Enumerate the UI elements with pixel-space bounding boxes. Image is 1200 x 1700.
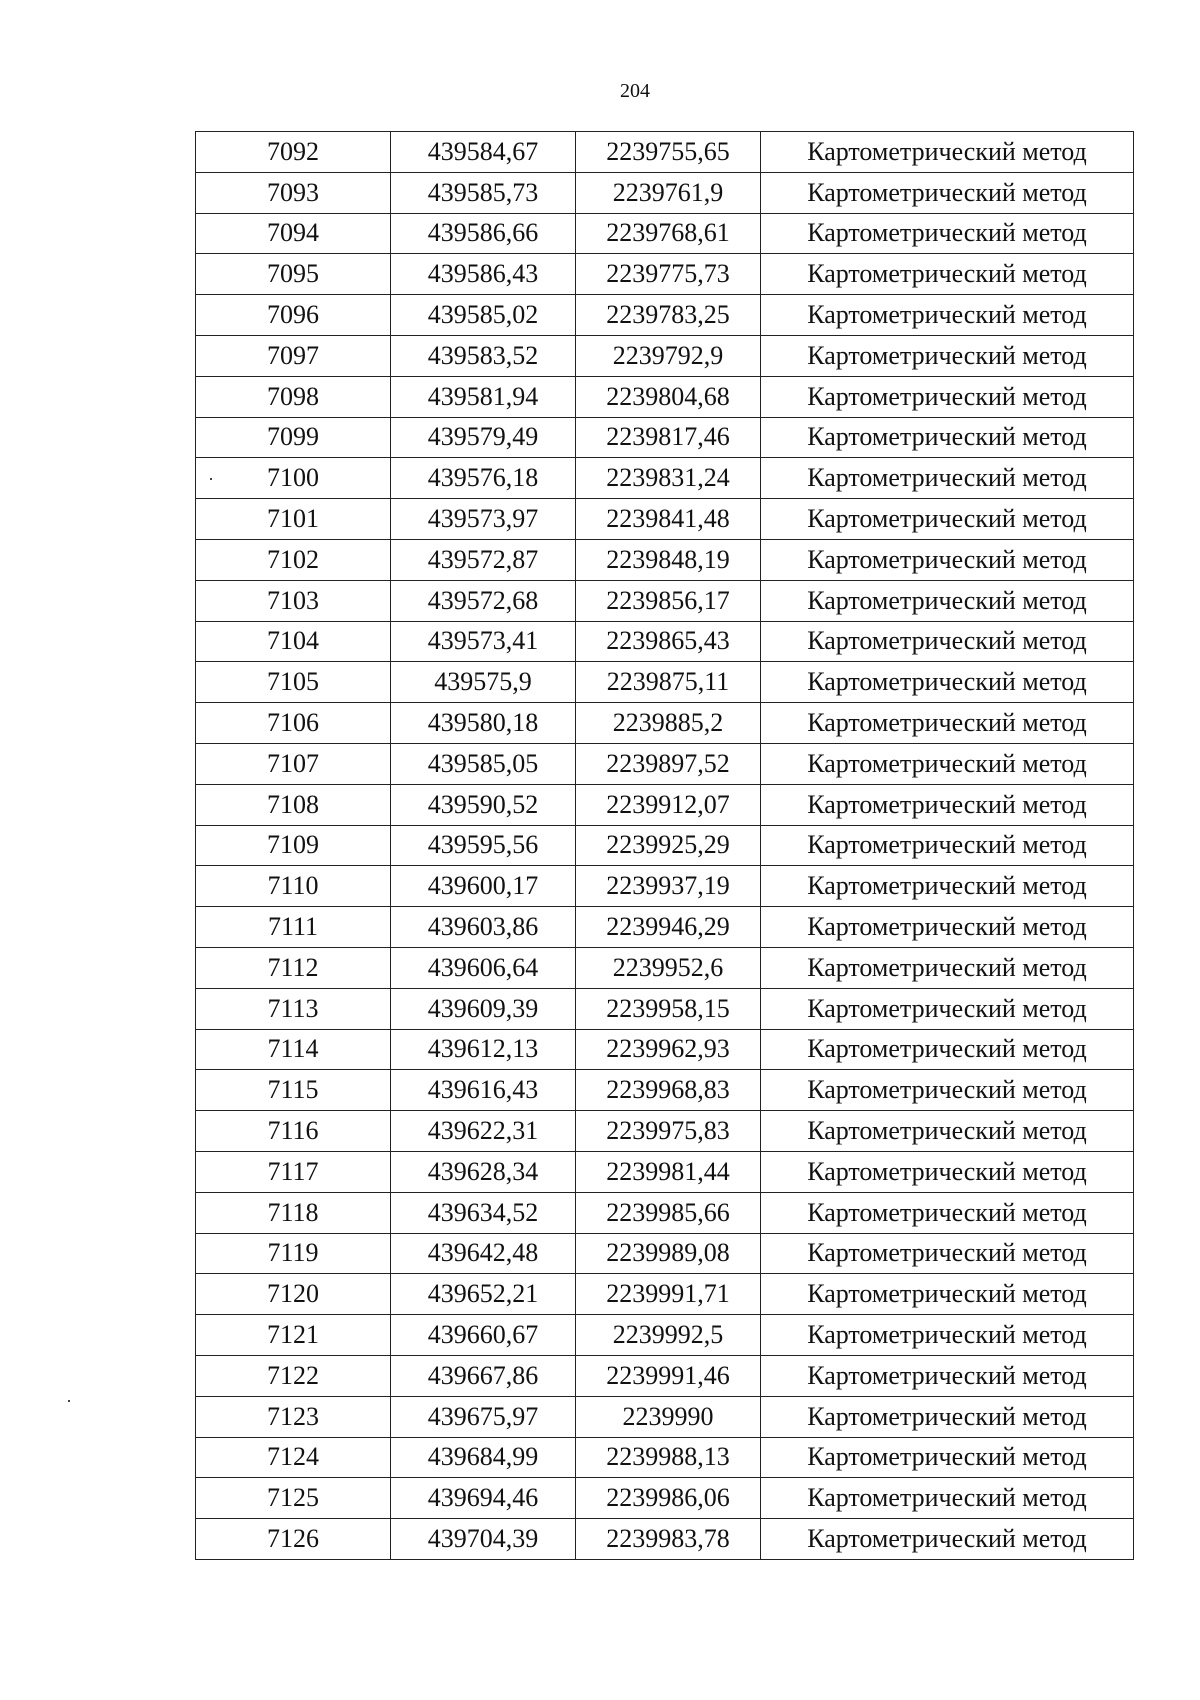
y-coordinate-cell: 2239962,93: [576, 1029, 761, 1070]
x-coordinate-cell: 439642,48: [391, 1233, 576, 1274]
page-number-container: [0, 80, 1200, 103]
y-coordinate-cell: 2239988,13: [576, 1437, 761, 1478]
x-coordinate-cell: 439586,43: [391, 254, 576, 295]
y-coordinate-cell: 2239937,19: [576, 866, 761, 907]
y-coordinate-cell: 2239885,2: [576, 703, 761, 744]
x-coordinate-cell: 439576,18: [391, 458, 576, 499]
y-coordinate-cell: 2239991,71: [576, 1274, 761, 1315]
x-coordinate-cell: 439684,99: [391, 1437, 576, 1478]
method-cell: Картометрический метод: [761, 335, 1134, 376]
method-cell: Картометрический метод: [761, 784, 1134, 825]
method-cell: Картометрический метод: [761, 213, 1134, 254]
method-cell: Картометрический метод: [761, 1192, 1134, 1233]
y-coordinate-cell: 2239865,43: [576, 621, 761, 662]
method-cell: Картометрический метод: [761, 417, 1134, 458]
method-cell: Картометрический метод: [761, 539, 1134, 580]
method-cell: Картометрический метод: [761, 499, 1134, 540]
table-row: [196, 1029, 1134, 1070]
table-row: [196, 907, 1134, 948]
point-number-cell: 7119: [196, 1233, 391, 1274]
x-coordinate-cell: 439595,56: [391, 825, 576, 866]
x-coordinate-cell: 439585,05: [391, 743, 576, 784]
y-coordinate-cell: 2239761,9: [576, 172, 761, 213]
table-row: [196, 1355, 1134, 1396]
y-coordinate-cell: 2239792,9: [576, 335, 761, 376]
y-coordinate-cell: 2239804,68: [576, 376, 761, 417]
table-row: [196, 295, 1134, 336]
method-cell: Картометрический метод: [761, 376, 1134, 417]
point-number-cell: 7096: [196, 295, 391, 336]
point-number-cell: 7109: [196, 825, 391, 866]
y-coordinate-cell: 2239989,08: [576, 1233, 761, 1274]
method-cell: Картометрический метод: [761, 1274, 1134, 1315]
y-coordinate-cell: 2239783,25: [576, 295, 761, 336]
point-number-cell: 7098: [196, 376, 391, 417]
table-row: [196, 254, 1134, 295]
x-coordinate-cell: 439694,46: [391, 1478, 576, 1519]
point-number-cell: 7122: [196, 1355, 391, 1396]
coordinates-table: [195, 131, 1134, 1560]
point-number-cell: 7105: [196, 662, 391, 703]
y-coordinate-cell: 2239831,24: [576, 458, 761, 499]
x-coordinate-cell: 439584,67: [391, 132, 576, 173]
point-number-cell: 7108: [196, 784, 391, 825]
table-row: [196, 866, 1134, 907]
x-coordinate-cell: 439606,64: [391, 947, 576, 988]
x-coordinate-cell: 439652,21: [391, 1274, 576, 1315]
table-row: [196, 1070, 1134, 1111]
y-coordinate-cell: 2239986,06: [576, 1478, 761, 1519]
scan-speck: [210, 478, 212, 480]
x-coordinate-cell: 439573,41: [391, 621, 576, 662]
point-number-cell: 7104: [196, 621, 391, 662]
x-coordinate-cell: 439660,67: [391, 1315, 576, 1356]
method-cell: Картометрический метод: [761, 1315, 1134, 1356]
table-row: [196, 988, 1134, 1029]
scan-speck: [68, 1400, 70, 1402]
x-coordinate-cell: 439616,43: [391, 1070, 576, 1111]
method-cell: Картометрический метод: [761, 1437, 1134, 1478]
table-row: [196, 580, 1134, 621]
method-cell: Картометрический метод: [761, 172, 1134, 213]
y-coordinate-cell: 2239925,29: [576, 825, 761, 866]
table-row: [196, 376, 1134, 417]
y-coordinate-cell: 2239912,07: [576, 784, 761, 825]
table-row: [196, 417, 1134, 458]
y-coordinate-cell: 2239952,6: [576, 947, 761, 988]
x-coordinate-cell: 439586,66: [391, 213, 576, 254]
point-number-cell: 7116: [196, 1111, 391, 1152]
table-row: [196, 703, 1134, 744]
method-cell: Картометрический метод: [761, 825, 1134, 866]
point-number-cell: 7114: [196, 1029, 391, 1070]
x-coordinate-cell: 439609,39: [391, 988, 576, 1029]
y-coordinate-cell: 2239946,29: [576, 907, 761, 948]
point-number-cell: 7113: [196, 988, 391, 1029]
y-coordinate-cell: 2239992,5: [576, 1315, 761, 1356]
table-row: [196, 825, 1134, 866]
table-row: [196, 621, 1134, 662]
point-number-cell: 7120: [196, 1274, 391, 1315]
coordinates-table-body: [196, 132, 1134, 1560]
method-cell: Картометрический метод: [761, 1478, 1134, 1519]
point-number-cell: 7101: [196, 499, 391, 540]
x-coordinate-cell: 439667,86: [391, 1355, 576, 1396]
method-cell: Картометрический метод: [761, 254, 1134, 295]
table-row: [196, 1478, 1134, 1519]
x-coordinate-cell: 439583,52: [391, 335, 576, 376]
x-coordinate-cell: 439622,31: [391, 1111, 576, 1152]
x-coordinate-cell: 439603,86: [391, 907, 576, 948]
y-coordinate-cell: 2239817,46: [576, 417, 761, 458]
point-number-cell: 7121: [196, 1315, 391, 1356]
table-row: [196, 1437, 1134, 1478]
method-cell: Картометрический метод: [761, 1029, 1134, 1070]
y-coordinate-cell: 2239775,73: [576, 254, 761, 295]
x-coordinate-cell: 439590,52: [391, 784, 576, 825]
page-number: 204: [620, 80, 650, 102]
point-number-cell: 7111: [196, 907, 391, 948]
x-coordinate-cell: 439581,94: [391, 376, 576, 417]
table-row: [196, 539, 1134, 580]
y-coordinate-cell: 2239991,46: [576, 1355, 761, 1396]
x-coordinate-cell: 439634,52: [391, 1192, 576, 1233]
method-cell: Картометрический метод: [761, 743, 1134, 784]
y-coordinate-cell: 2239990: [576, 1396, 761, 1437]
method-cell: Картометрический метод: [761, 132, 1134, 173]
point-number-cell: 7099: [196, 417, 391, 458]
method-cell: Картометрический метод: [761, 1233, 1134, 1274]
point-number-cell: 7107: [196, 743, 391, 784]
method-cell: Картометрический метод: [761, 1396, 1134, 1437]
method-cell: Картометрический метод: [761, 703, 1134, 744]
table-row: [196, 458, 1134, 499]
point-number-cell: 7112: [196, 947, 391, 988]
point-number-cell: 7097: [196, 335, 391, 376]
x-coordinate-cell: 439585,73: [391, 172, 576, 213]
x-coordinate-cell: 439675,97: [391, 1396, 576, 1437]
x-coordinate-cell: 439573,97: [391, 499, 576, 540]
point-number-cell: 7100: [196, 458, 391, 499]
point-number-cell: 7124: [196, 1437, 391, 1478]
table-row: [196, 1192, 1134, 1233]
method-cell: Картометрический метод: [761, 295, 1134, 336]
table-row: [196, 743, 1134, 784]
y-coordinate-cell: 2239983,78: [576, 1519, 761, 1560]
x-coordinate-cell: 439628,34: [391, 1151, 576, 1192]
table-row: [196, 1396, 1134, 1437]
y-coordinate-cell: 2239755,65: [576, 132, 761, 173]
table-row: [196, 1274, 1134, 1315]
y-coordinate-cell: 2239875,11: [576, 662, 761, 703]
y-coordinate-cell: 2239975,83: [576, 1111, 761, 1152]
point-number-cell: 7095: [196, 254, 391, 295]
method-cell: Картометрический метод: [761, 1070, 1134, 1111]
x-coordinate-cell: 439579,49: [391, 417, 576, 458]
method-cell: Картометрический метод: [761, 458, 1134, 499]
point-number-cell: 7118: [196, 1192, 391, 1233]
point-number-cell: 7110: [196, 866, 391, 907]
y-coordinate-cell: 2239968,83: [576, 1070, 761, 1111]
x-coordinate-cell: 439572,87: [391, 539, 576, 580]
y-coordinate-cell: 2239768,61: [576, 213, 761, 254]
method-cell: Картометрический метод: [761, 1519, 1134, 1560]
point-number-cell: 7093: [196, 172, 391, 213]
x-coordinate-cell: 439580,18: [391, 703, 576, 744]
table-row: [196, 1315, 1134, 1356]
x-coordinate-cell: 439704,39: [391, 1519, 576, 1560]
table-row: [196, 1233, 1134, 1274]
point-number-cell: 7102: [196, 539, 391, 580]
table-row: [196, 1111, 1134, 1152]
table-row: [196, 335, 1134, 376]
point-number-cell: 7115: [196, 1070, 391, 1111]
y-coordinate-cell: 2239981,44: [576, 1151, 761, 1192]
method-cell: Картометрический метод: [761, 1111, 1134, 1152]
table-row: [196, 172, 1134, 213]
method-cell: Картометрический метод: [761, 907, 1134, 948]
method-cell: Картометрический метод: [761, 1355, 1134, 1396]
x-coordinate-cell: 439585,02: [391, 295, 576, 336]
table-row: [196, 213, 1134, 254]
table-row: [196, 1151, 1134, 1192]
x-coordinate-cell: 439572,68: [391, 580, 576, 621]
table-row: [196, 1519, 1134, 1560]
method-cell: Картометрический метод: [761, 662, 1134, 703]
x-coordinate-cell: 439612,13: [391, 1029, 576, 1070]
point-number-cell: 7094: [196, 213, 391, 254]
point-number-cell: 7123: [196, 1396, 391, 1437]
point-number-cell: 7125: [196, 1478, 391, 1519]
table-row: [196, 947, 1134, 988]
method-cell: Картометрический метод: [761, 988, 1134, 1029]
point-number-cell: 7106: [196, 703, 391, 744]
method-cell: Картометрический метод: [761, 621, 1134, 662]
table-row: [196, 662, 1134, 703]
method-cell: Картометрический метод: [761, 1151, 1134, 1192]
y-coordinate-cell: 2239848,19: [576, 539, 761, 580]
y-coordinate-cell: 2239841,48: [576, 499, 761, 540]
point-number-cell: 7092: [196, 132, 391, 173]
point-number-cell: 7117: [196, 1151, 391, 1192]
y-coordinate-cell: 2239897,52: [576, 743, 761, 784]
y-coordinate-cell: 2239985,66: [576, 1192, 761, 1233]
table-row: [196, 132, 1134, 173]
method-cell: Картометрический метод: [761, 866, 1134, 907]
method-cell: Картометрический метод: [761, 580, 1134, 621]
table-row: [196, 499, 1134, 540]
y-coordinate-cell: 2239958,15: [576, 988, 761, 1029]
x-coordinate-cell: 439600,17: [391, 866, 576, 907]
y-coordinate-cell: 2239856,17: [576, 580, 761, 621]
x-coordinate-cell: 439575,9: [391, 662, 576, 703]
point-number-cell: 7103: [196, 580, 391, 621]
point-number-cell: 7126: [196, 1519, 391, 1560]
method-cell: Картометрический метод: [761, 947, 1134, 988]
table-row: [196, 784, 1134, 825]
